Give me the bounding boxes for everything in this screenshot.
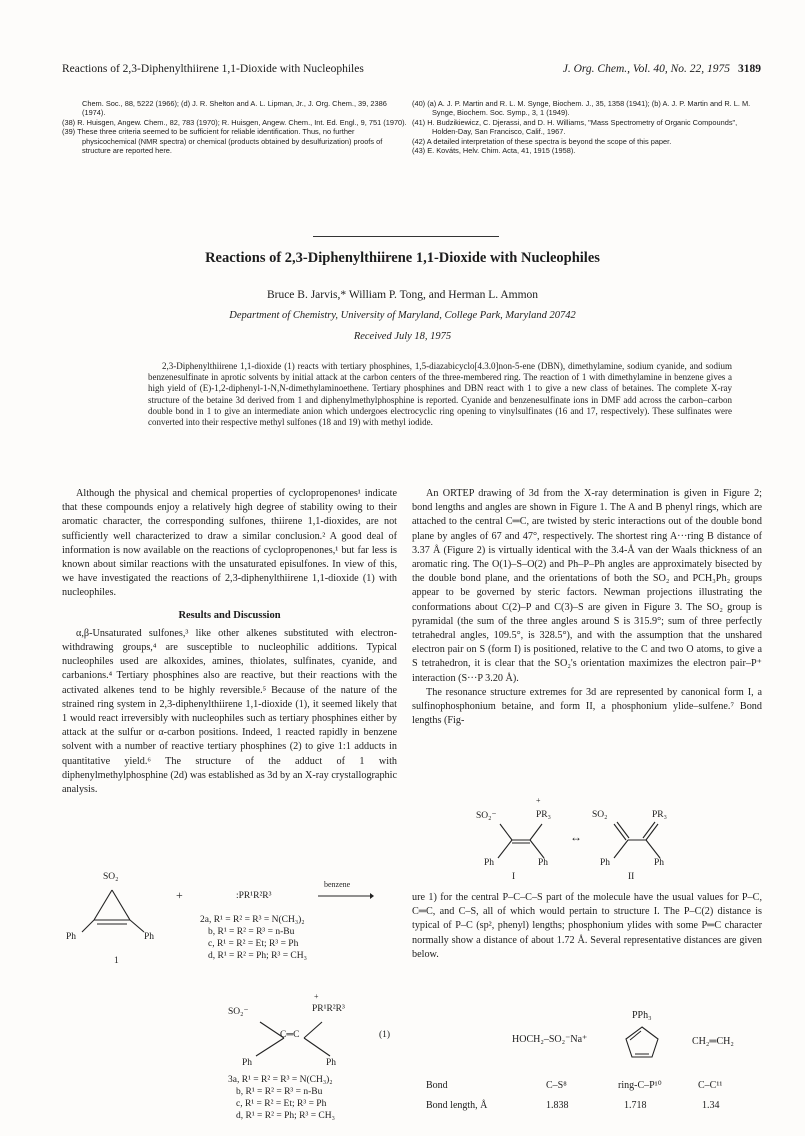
- product-item: b, R¹ = R² = R³ = n-Bu: [236, 1087, 323, 1097]
- bond-length-table: [412, 1006, 762, 1134]
- table-cell: Bond length, Å: [426, 1100, 488, 1111]
- so2-label: SO₂: [592, 810, 608, 820]
- abstract: 2,3-Diphenylthiirene 1,1-dioxide (1) reacts with tertiary phosphines, 1,5-diazabicyclo[4.3.0]non-5-ene (DBN), dimethylamine, sodium cyanide, and sodium benzenesulfinate in aprotic solvents by initial attack at the carbon centers of the three-membered ring. The reaction of 1 with dimethylamine in benzene gives a high yield of (E)-1,2-diphenyl-1-N,N-dimethylaminoethene. Tertiary phosphines and DBN react with 1 to give a new class of betaines. The complete X-ray structure of the betaine 3d derived from 1 and diphenylmethylphosphine is reported. Cyanide and benzenesulfinate ions in DMF add across the carbon–carbon double bond in 1 to give an intermediate anion which undergoes electrocyclic ring opening to vinylsulfinates (16 and 17, respectively). These sulfinates were converted into their respective methyl sulfones (18 and 19) with methyl iodide.: [148, 361, 732, 428]
- cyclopentadiene-ring: [622, 1024, 662, 1060]
- ph-label: Ph: [654, 858, 665, 868]
- resonance-structures: [470, 796, 710, 882]
- equation-number: (1): [379, 1030, 391, 1040]
- plus-sign: +: [176, 888, 183, 902]
- references-left: [62, 99, 407, 155]
- ph-label: Ph: [242, 1058, 253, 1068]
- paragraph: An ORTEP drawing of 3d from the X-ray determination is given in Figure 2; bond lengths and angles are shown in Figure 1. The A and B phenyl rings, which are attached to the central C═C, are twisted by steric interactions out of the double bond plane by angles of 67 and 47°, respectively. The shortest ring A···ring B distance of 3.37 Å (Figure 2) is virtually identical with the 3.4-Å van der Waals thickness of an aromatic ring. The O(1)–S–O(2) and Ph–P–Ph angles are approximately bisected by the double bond plane, and the orientations of both the SO₂ and PCH₃Ph₂ groups appear to be governed by steric factors. Newman projections illustrating the conformations about C(2)–P and C(3)–S are given in Figure 3. The SO₂ group is pyramidal (the sum of the three angles around S is 315.9°; sum of three perfectly tetrahedral angles, 109.5°, is 328.5°), and with the assumption that the unshared electron pair on S (form I) is positioned, relative to the C and two O atoms, to give a S tetrahedron, it is clear that the SO₂'s orientation maximizes the electron pair–P⁺ interaction (S···P 3.20 Å).: [412, 488, 762, 684]
- paragraph: α,β-Unsaturated sulfones,³ like other alkenes substituted with electron-withdrawing groups,⁴ are susceptible to nucleophilic additions. Typical nucleophiles used are alkoxides, amines, thiolates, sulfinates, cyanide, and carbanions.⁴ Tertiary phosphines also are reactive, but their reactions with the activated alkenes tend to be highly reversible.⁵ Because of the nature of the strained ring system in 2,3-diphenylthiirene 1,1-dioxide (1), it seemed likely that 1 would react irreversibly with nucleophiles such as tertiary phosphines either by attack at the sulfur or α-carbon positions. Indeed, 1 reacted rapidly in benzene solvent with a number of reactive tertiary phosphines (2) to give 1:1 adducts in quantitative yield.⁶ The structure of the adduct of 1 with diphenylmethylphosphine (2d) was established as 3d by an X-ray crystallographic analysis.: [62, 627, 397, 796]
- reagent-item: d, R¹ = R² = Ph; R³ = CH₃: [208, 951, 307, 961]
- reaction-scheme: [62, 866, 402, 1131]
- left-column: [62, 487, 397, 797]
- compound-1-label: 1: [114, 956, 119, 966]
- article-affiliation: Department of Chemistry, University of Maryland, College Park, Maryland 20742: [229, 310, 576, 321]
- thiirene-structure: [72, 874, 192, 954]
- divider-rule: [313, 236, 499, 237]
- article-title: Reactions of 2,3-Diphenylthiirene 1,1-Dioxide with Nucleophiles: [205, 250, 600, 266]
- paragraph: The resonance structure extremes for 3d are represented by canonical form I, a sulfinophosphonium betaine, and form II, a phosphonium ylide–sulfene.⁷ Bond lengths (Fig-: [412, 686, 762, 727]
- solvent-label: benzene: [324, 880, 351, 889]
- ph-label: Ph: [538, 858, 549, 868]
- product-item: 3a, R¹ = R² = R³ = N(CH₃)₂: [228, 1075, 333, 1085]
- structure-label-ethene: CH₂═CH₂: [692, 1036, 734, 1047]
- table-cell: Bond: [426, 1080, 448, 1091]
- reference: (41) H. Budzikiewicz, C. Djerassi, and D. H. Williams, "Mass Spectrometry of Organic Compounds", Holden-Day, San Francisco, Calif., 1967.: [412, 117, 738, 137]
- reference: (43) E. Kováts, Helv. Chim. Acta, 41, 1915 (1958).: [412, 146, 576, 156]
- reference: (39) These three criteria seemed to be sufficient for reliable identification. Thus, no further physicochemical (NMR spectra) or chemical (products obtained by desulfurization) proofs of structure are reported here.: [62, 127, 383, 156]
- plus-charge: +: [536, 796, 541, 805]
- product-plus: +: [314, 992, 319, 1001]
- page-number: 3189: [738, 63, 761, 75]
- paragraph: Although the physical and chemical properties of cyclopropenones¹ indicate that these compounds enjoy a relatively high degree of stability owing to their aromatic character, the corresponding sulfones, thiirene 1,1-dioxides, are not sufficiently well characterized to draw a similar conclusion.² A good deal of information is now available on the reactions of cyclopropenones,¹ but far less is known about similar reactions with the unsaturated episulfones. In view of this, we have investigated the reactions of 2,3-diphenylthiirene 1,1-dioxide (1) with nucleophiles.: [62, 488, 397, 599]
- reference: (38) R. Huisgen, Angew. Chem., 82, 783 (1970); R. Huisgen, Angew. Chem., Int. Ed. Engl., 9, 751 (1970).: [62, 117, 407, 127]
- form-II-label: II: [628, 872, 635, 882]
- references-right: [412, 99, 762, 155]
- reagent-item: 2a, R¹ = R² = R³ = N(CH₃)₂: [200, 915, 305, 925]
- journal-citation: J. Org. Chem., Vol. 40, No. 22, 1975: [562, 63, 730, 75]
- ph-label: Ph: [600, 858, 611, 868]
- product-list: [228, 1074, 335, 1122]
- reagent-item: b, R¹ = R² = R³ = n-Bu: [208, 927, 295, 937]
- resonance-arrow: ↔: [570, 830, 582, 844]
- pr3-label: PR₃: [652, 810, 667, 820]
- structure-label-sulfinate: HOCH₂–SO₂⁻Na⁺: [512, 1034, 588, 1045]
- reference: (42) A detailed interpretation of these spectra is beyond the scope of this paper.: [412, 136, 672, 146]
- form-I-label: I: [512, 872, 516, 882]
- product-double-bond: C═C: [280, 1030, 300, 1040]
- pr3-cation-label: PR₃: [536, 810, 551, 820]
- right-column: [412, 487, 762, 728]
- article-authors: Bruce B. Jarvis,* William P. Tong, and Herman L. Ammon: [266, 289, 539, 301]
- product-item: c, R¹ = R² = Et; R³ = Ph: [236, 1099, 327, 1109]
- product-structure: [234, 1014, 364, 1074]
- reaction-arrow: [318, 891, 374, 901]
- table-cell: C–C¹¹: [698, 1080, 723, 1091]
- received-date: Received July 18, 1975: [353, 331, 452, 342]
- running-header-title: Reactions of 2,3-Diphenylthiirene 1,1-Dioxide with Nucleophiles: [62, 63, 364, 75]
- ph-label: Ph: [484, 858, 495, 868]
- reagent-label: :PR¹R²R³: [236, 891, 272, 901]
- table-cell: 1.34: [702, 1100, 720, 1111]
- table-cell: ring-C–P¹⁰: [618, 1080, 662, 1091]
- section-heading: Results and Discussion: [178, 609, 281, 621]
- product-item: d, R¹ = R² = Ph; R³ = CH₃: [236, 1111, 335, 1121]
- ph-label: Ph: [66, 932, 77, 942]
- running-header-journal: [563, 63, 761, 75]
- product-phosphonium-label: PR¹R²R³: [312, 1004, 345, 1014]
- paragraph: ure 1) for the central P–C–C–S part of the molecule have the usual values for P–C, C═C, and C–S, all of which would pertain to structure I. The P–C(2) distance is typical of P–C (sp², phenyl) lengths; phosphonium ylides with some P═C character normally show a distance of about 1.72 Å. Several representative distances are given below.: [412, 892, 762, 960]
- so2-label: SO₂: [103, 872, 119, 882]
- reference: (40) (a) A. J. P. Martin and R. L. M. Synge, Biochem. J., 35, 1358 (1941); (b) A. J. P. Martin and R. L. M. Synge, Biochem. Soc. Symp., 3, 1 (1949).: [412, 99, 751, 118]
- reagent-list: [200, 914, 307, 962]
- right-column-continued: [412, 891, 762, 962]
- product-so2-label: SO₂⁻: [228, 1007, 249, 1017]
- reference: Chem. Soc., 88, 5222 (1966); (d) J. R. Shelton and A. L. Lipman, Jr., J. Org. Chem., 39, 2386 (1974).: [82, 99, 387, 118]
- so2-anion-label: SO₂⁻: [476, 811, 497, 821]
- ph-label: Ph: [144, 932, 155, 942]
- table-cell: 1.718: [624, 1100, 647, 1111]
- table-cell: C–S⁸: [546, 1080, 567, 1091]
- structure-label-pph3: PPh₃: [632, 1010, 652, 1021]
- reagent-item: c, R¹ = R² = Et; R³ = Ph: [208, 939, 299, 949]
- ph-label: Ph: [326, 1058, 337, 1068]
- table-cell: 1.838: [546, 1100, 569, 1111]
